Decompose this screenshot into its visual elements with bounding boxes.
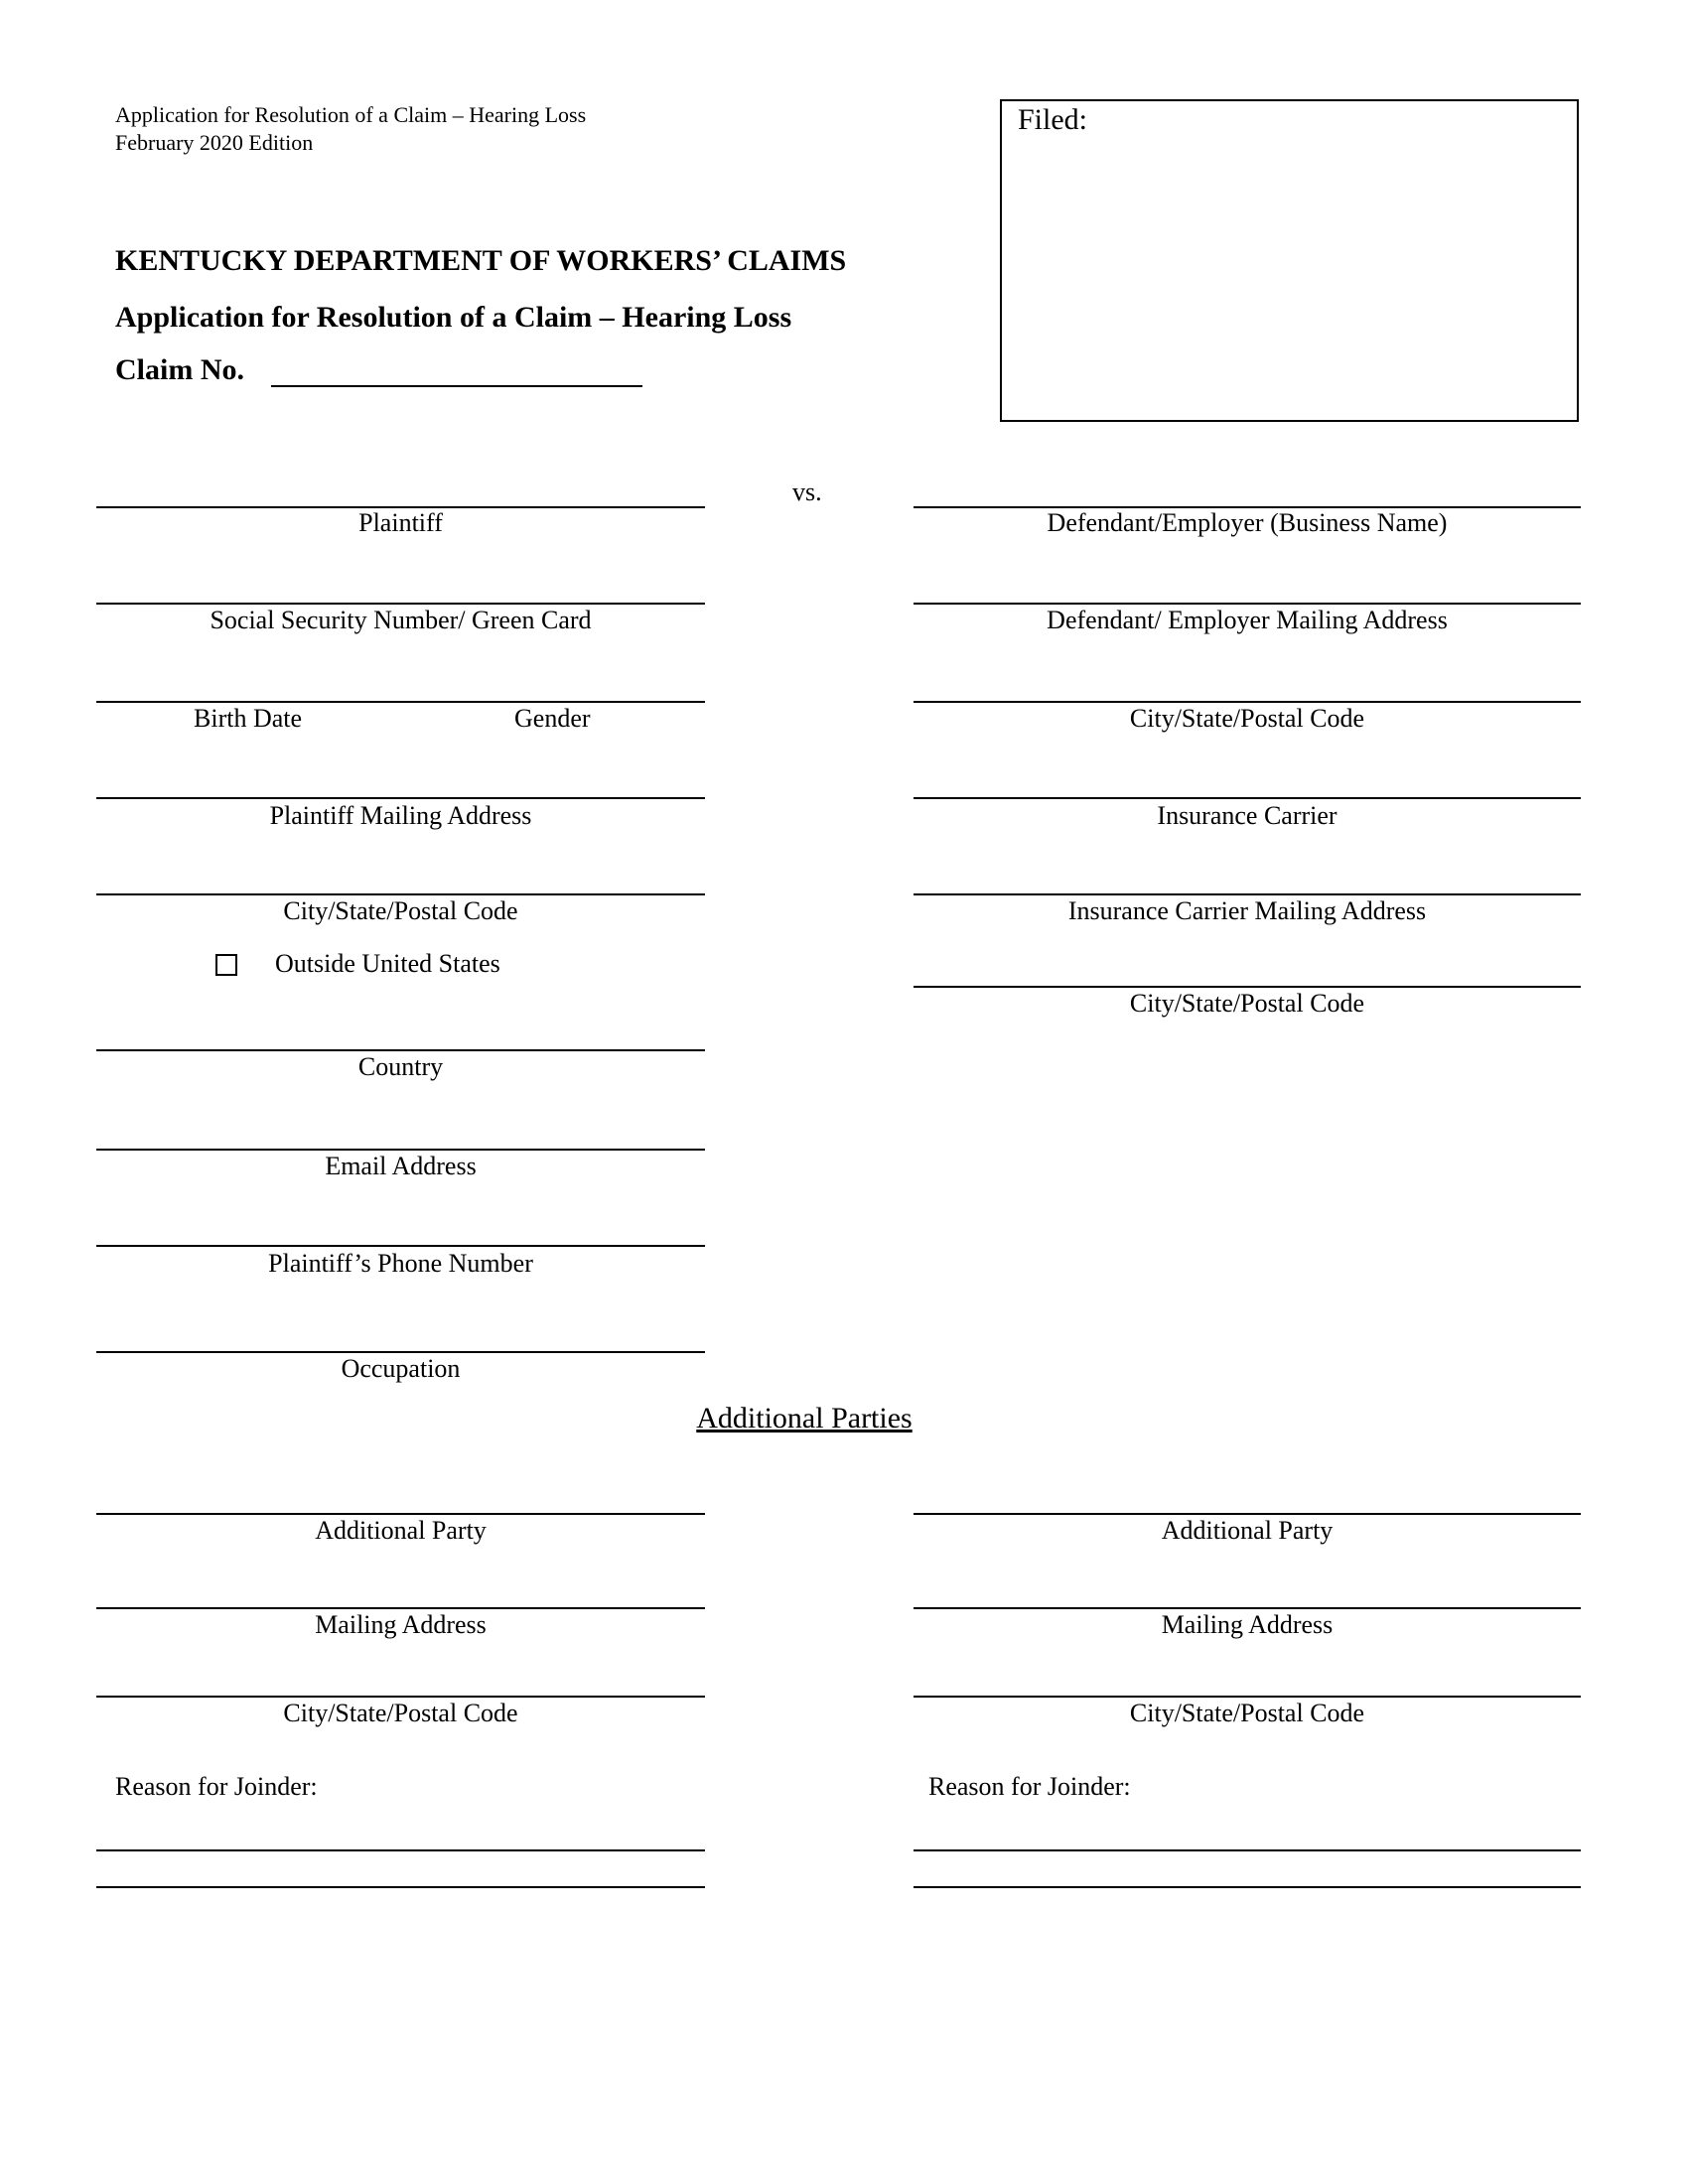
phone-label: Plaintiff’s Phone Number: [268, 1249, 533, 1278]
defendant-name-label: Defendant/Employer (Business Name): [1047, 508, 1448, 537]
email-field[interactable]: [96, 1149, 705, 1151]
additional-party-1-city-field[interactable]: [96, 1696, 705, 1698]
additional-party-1-field[interactable]: [96, 1513, 705, 1515]
additional-party-1-city-label: City/State/Postal Code: [283, 1699, 518, 1727]
additional-party-2-city-label: City/State/Postal Code: [1129, 1699, 1365, 1727]
carrier-city-label: City/State/Postal Code: [1129, 989, 1365, 1018]
country-label: Country: [357, 1052, 444, 1081]
additional-party-2-address-field[interactable]: [914, 1607, 1581, 1609]
country-field[interactable]: [96, 1049, 705, 1051]
additional-party-1-joinder-label: Reason for Joinder:: [115, 1772, 318, 1801]
additional-party-2-city-field[interactable]: [914, 1696, 1581, 1698]
additional-party-1-joinder-line-1[interactable]: [96, 1849, 705, 1851]
outside-us-checkbox[interactable]: [215, 954, 237, 976]
additional-party-2-label: Additional Party: [1161, 1516, 1334, 1545]
carrier-city-field[interactable]: [914, 986, 1581, 988]
plaintiff-city-field[interactable]: [96, 893, 705, 895]
versus-label: vs.: [792, 478, 822, 506]
additional-party-2-joinder-line-2[interactable]: [914, 1886, 1581, 1888]
carrier-address-field[interactable]: [914, 893, 1581, 895]
email-label: Email Address: [325, 1152, 477, 1180]
defendant-city-label: City/State/Postal Code: [1129, 704, 1365, 733]
plaintiff-address-field[interactable]: [96, 797, 705, 799]
birth-date-gender-field[interactable]: [96, 701, 705, 703]
birth-date-label: Birth Date: [194, 704, 303, 733]
phone-field[interactable]: [96, 1245, 705, 1247]
occupation-label: Occupation: [341, 1354, 461, 1383]
defendant-address-field[interactable]: [914, 603, 1581, 605]
carrier-address-label: Insurance Carrier Mailing Address: [1067, 896, 1427, 925]
occupation-field[interactable]: [96, 1351, 705, 1353]
plaintiff-city-label: City/State/Postal Code: [283, 896, 518, 925]
additional-party-2-address-label: Mailing Address: [1161, 1610, 1334, 1639]
additional-party-1-joinder-line-2[interactable]: [96, 1886, 705, 1888]
additional-party-1-address-field[interactable]: [96, 1607, 705, 1609]
additional-party-2-field[interactable]: [914, 1513, 1581, 1515]
claim-no-field[interactable]: [271, 385, 642, 387]
agency-title: KENTUCKY DEPARTMENT OF WORKERS’ CLAIMS: [115, 244, 847, 277]
additional-party-1-address-label: Mailing Address: [315, 1610, 487, 1639]
ssn-field[interactable]: [96, 603, 705, 605]
defendant-address-label: Defendant/ Employer Mailing Address: [1047, 606, 1448, 634]
insurance-carrier-field[interactable]: [914, 797, 1581, 799]
defendant-city-field[interactable]: [914, 701, 1581, 703]
additional-party-2-joinder-label: Reason for Joinder:: [928, 1772, 1131, 1801]
additional-party-2-joinder-line-1[interactable]: [914, 1849, 1581, 1851]
outside-us-label: Outside United States: [275, 949, 500, 978]
plaintiff-name-label: Plaintiff: [358, 508, 443, 537]
insurance-carrier-label: Insurance Carrier: [1157, 801, 1337, 830]
gender-label: Gender: [514, 704, 591, 733]
additional-parties-heading: Additional Parties: [696, 1402, 913, 1434]
filed-stamp-box: [1000, 99, 1579, 422]
claim-no-label: Claim No.: [115, 353, 244, 386]
form-name: Application for Resolution of a Claim – Hearing Loss: [115, 102, 587, 127]
ssn-label: Social Security Number/ Green Card: [210, 606, 592, 634]
plaintiff-address-label: Plaintiff Mailing Address: [269, 801, 532, 830]
filed-label: Filed:: [1018, 103, 1088, 136]
additional-party-1-label: Additional Party: [315, 1516, 487, 1545]
edition: February 2020 Edition: [115, 130, 314, 155]
page-title: Application for Resolution of a Claim – Hearing Loss: [115, 301, 792, 334]
